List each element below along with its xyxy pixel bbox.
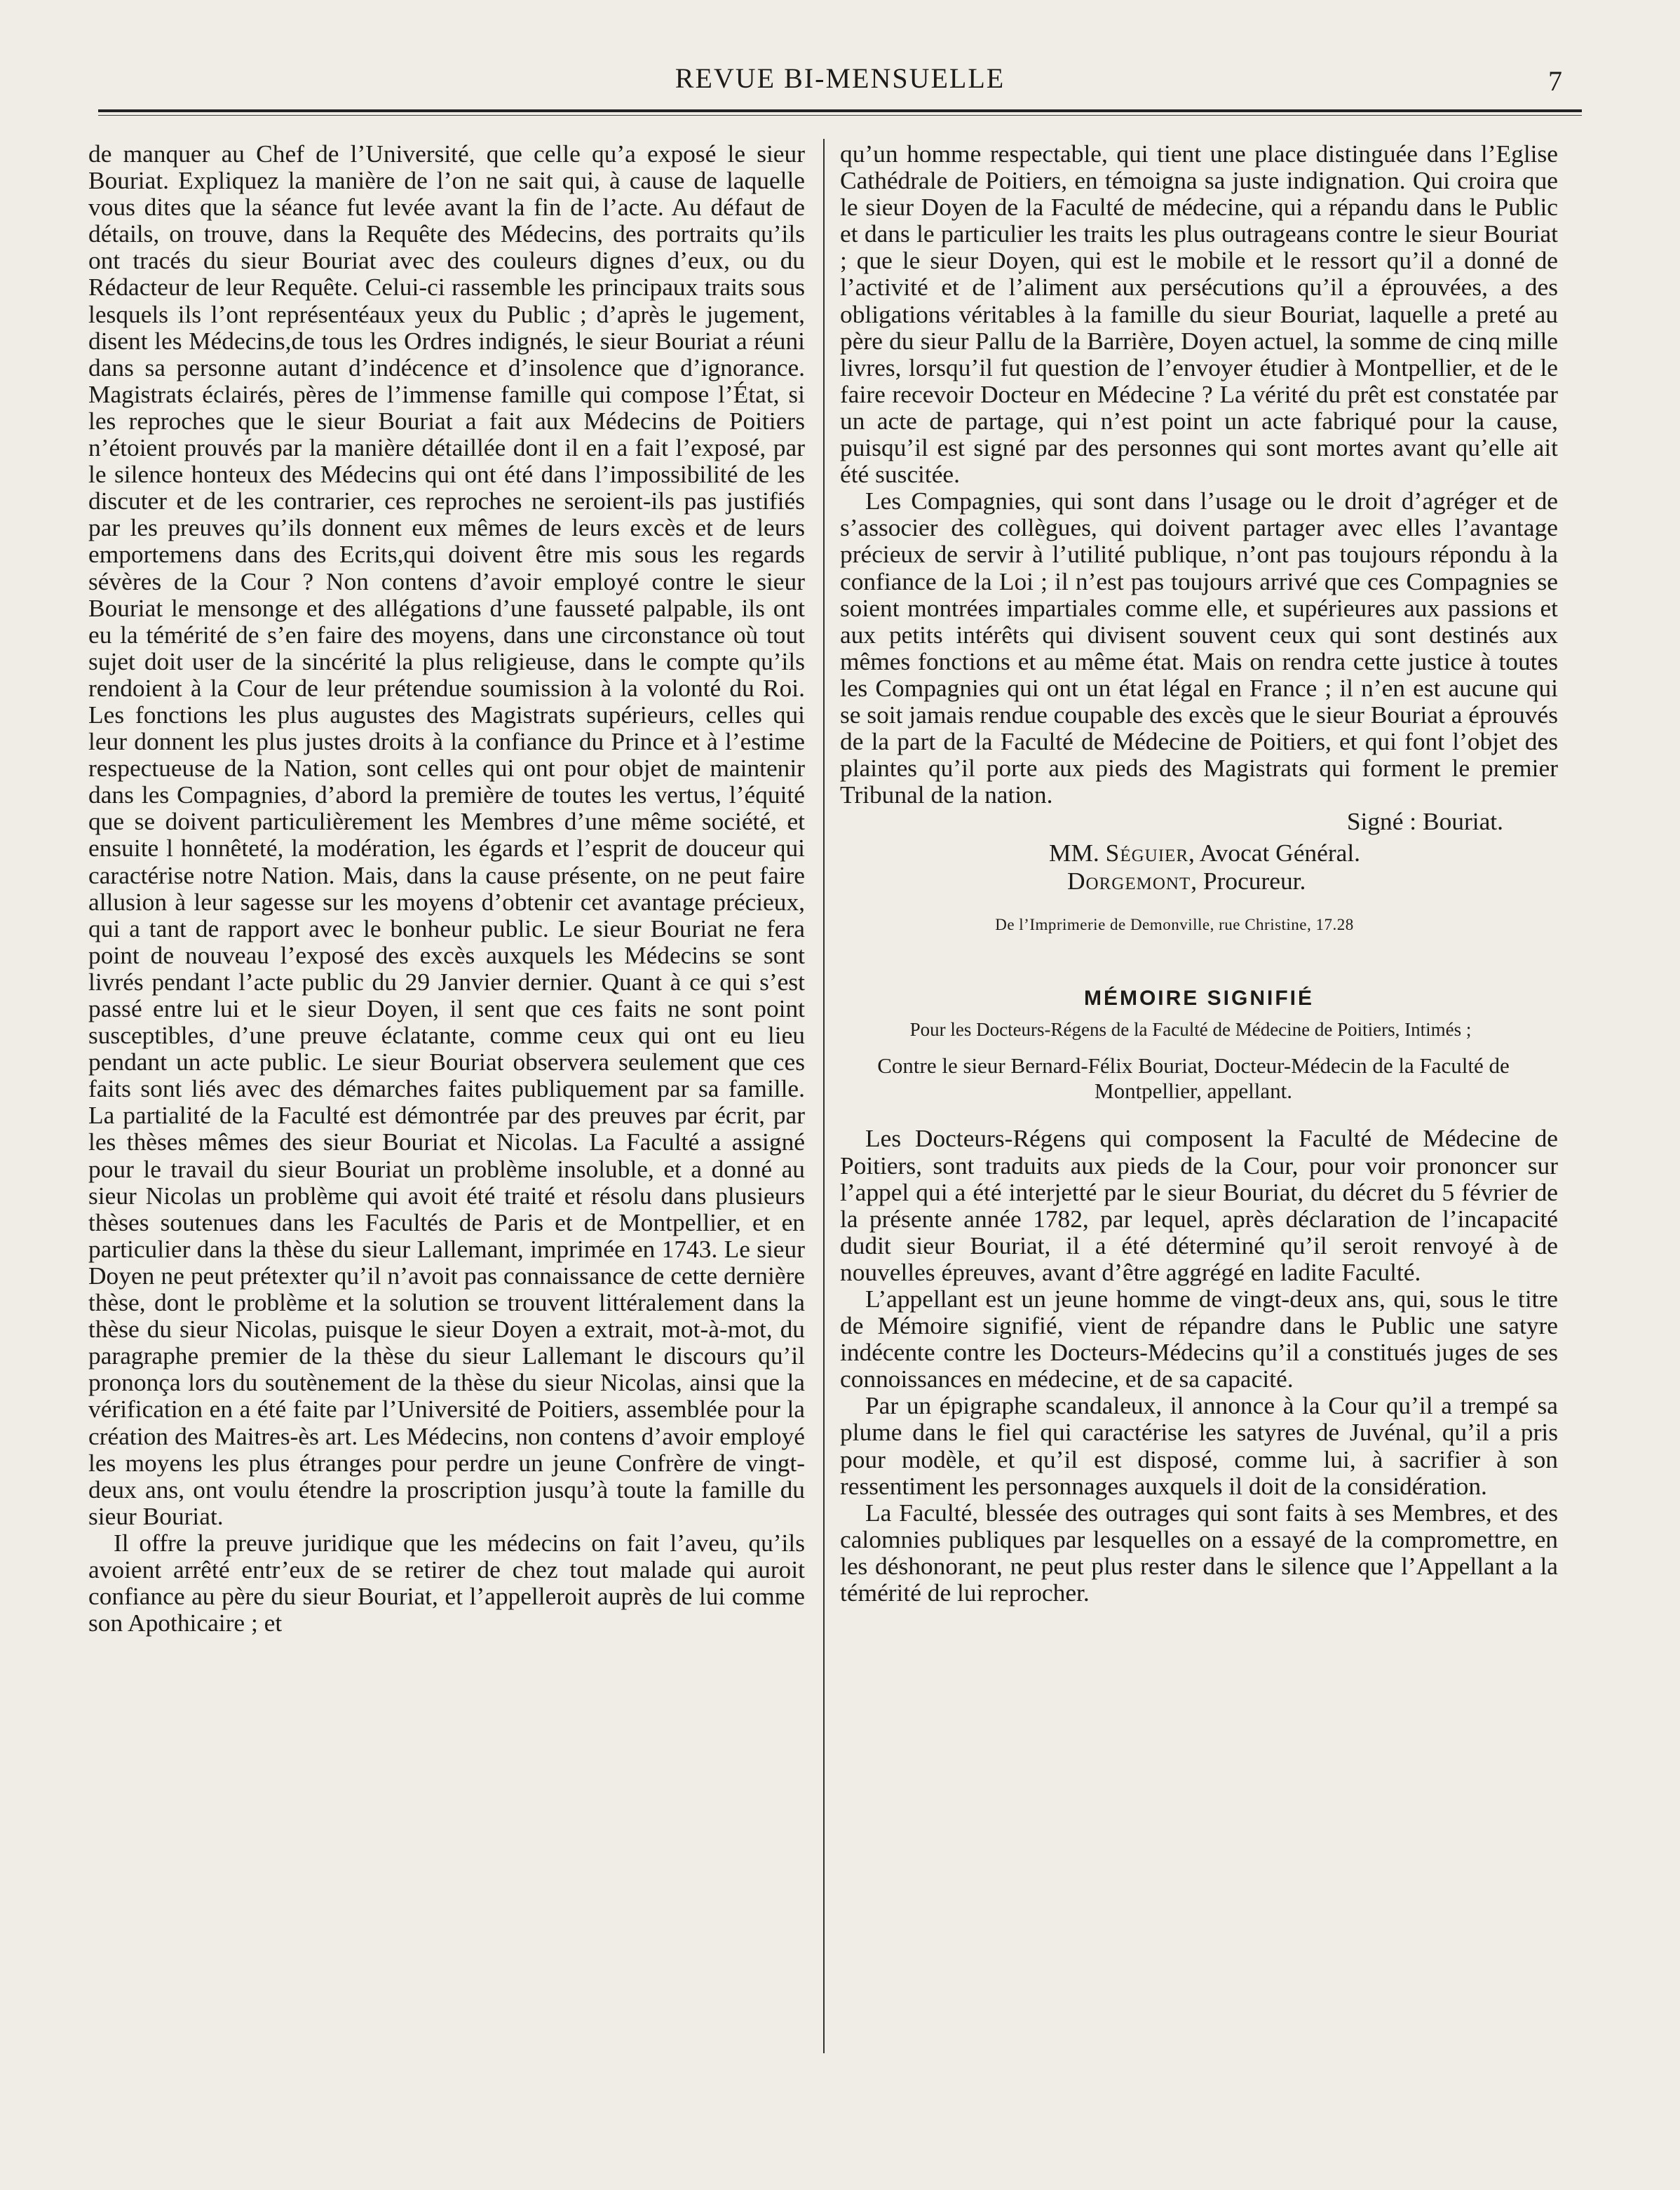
counsel-line-1	[1049, 839, 1558, 867]
signature-line: Signé : Bouriat.	[1346, 807, 1503, 836]
section-against-line: Contre le sieur Bernard-Félix Bouriat, Docteur-Médecin de la Faculté de Montpellier, appellant.	[877, 1053, 1510, 1104]
right-paragraph-5: Par un épigraphe scandaleux, il annonce à la Cour qu’il a trempé sa plume dans le fiel qui caractérise les satyres de Juvénal, qu’il a pris pour modèle, et qu’il est disposé, comme lui, à sacrifier à son ressentiment les personnages auxquels il doit de la considération.	[840, 1391, 1558, 1500]
right-paragraph-1: qu’un homme respectable, qui tient une place distinguée dans l’Eglise Cathédrale de Poitiers, en témoigna sa juste indignation. Qui croira que le sieur Doyen de la Faculté de médecine, qui a répandu dans le Public et dans le particulier les traits les plus outrageans contre le sieur Bouriat ; que le sieur Doyen, qui est le mobile et le ressort qu’il a donné de l’activité et de l’aliment aux persécutions qu’il a éprouvées, a des obligations véritables à la famille du sieur Bouriat, laquelle a preté au père du sieur Pallu de la Barrière, Doyen actuel, la somme de cinq mille livres, lorsqu’il fut question de l’envoyer étudier à Montpellier, et de le faire recevoir Docteur en Médecine ? La vérité du prêt est constatée par un acte de partage, qui n’est point un acte fabriqué pour la cause, puisqu’il est signé par des personnes qui sont mortes avant qu’elle ait été suscitée.	[840, 140, 1558, 489]
counsel-name-seguier: Séguier	[1105, 839, 1188, 867]
right-paragraph-6: La Faculté, blessée des outrages qui sont faits à ses Membres, et des calomnies publiques par lesquelles on a essayé de la compromettre, en les déshonorant, ne peut plus rester dans le silence que l’Appellant a la témérité de lui reprocher.	[840, 1498, 1558, 1607]
left-paragraph-1: de manquer au Chef de l’Université, que celle qu’a exposé le sieur Bouriat. Expliquez la manière de l’on ne sait qui, à cause de laquelle vous dites que la séance fut levée avant la fin de l’acte. Au défaut de détails, on trouve, dans la Requête des Médecins, des portraits qu’ils ont tracés du sieur Bouriat avec des couleurs dignes d’eux, ou du Rédacteur de leur Requête. Celui-ci rassemble les principaux traits sous lesquels ils l’ont représentéaux yeux du Public ; d’après le jugement, disent les Médecins,de tous les Ordres indignés, le sieur Bouriat a réuni dans sa personne autant d’indécence et d’insolence que d’ignorance. Magistrats éclairés, pères de l’immense famille qui compose l’État, si les reproches que le sieur Bouriat a fait aux Médecins de Poitiers n’étoient prouvés par la manière détaillée dont il en a fait l’exposé, par le silence honteux des Médecins qui ont été dans l’impossibilité de les discuter et de les contrarier, ces reproches ne seroient-ils pas justifiés par les preuves qu’ils donnent eux mêmes de leurs excès et de leurs emportemens dans des Ecrits,qui doivent être mis sous les regards sévères de la Cour ? Non contens d’avoir employé contre le sieur Bouriat le mensonge et des allégations d’une fausseté palpable, ils ont eu la témérité de s’en faire des moyens, dans une circonstance où tout sujet doit user de la sincérité la plus religieuse, dans le compte qu’ils rendoient à la Cour de leur prétendue soumission à la volonté du Roi. Les fonctions les plus augustes des Magistrats supérieurs, celles qui leur donnent les plus justes droits à la confiance du Prince et à l’estime respectueuse de la Nation, sont celles qui ont pour objet de maintenir dans les Compagnies, d’abord la première de toutes les vertus, l’équité que se doivent particulièrement les Membres d’une même société, et ensuite l honnêteté, la modération, les égards et l’esprit de douceur qui caractérise notre Nation. Mais, dans la cause présente, on ne peut faire allusion à leur sagesse sur les moyens d’obtenir cet avantage précieux, qui a tant de rapport avec le bonheur public. Le sieur Bouriat ne fera point de nouveau l’exposé des excès auxquels les Médecins se sont livrés pendant l’acte public du 29 Janvier dernier. Quant à ce qui s’est passé entre lui et le sieur Doyen, il sent que ces faits ne sont point susceptibles, d’une preuve éclatante, comme ceux qui ont eu lieu pendant un acte public. Le sieur Bouriat observera seulement que ces faits sont liés avec des démarches faites publiquement par sa famille. La partialité de la Faculté est démontrée par des preuves par écrit, par les thèses mêmes des sieur Bouriat et Nicolas. La Faculté a assigné pour le travail du sieur Bouriat un problème insoluble, et a donné au sieur Nicolas un problème qui avoit été traité et résolu dans plusieurs thèses soutenues dans les Facultés de Paris et de Montpellier, et en particulier dans la thèse du sieur Lallemant, imprimée en 1743. Le sieur Doyen ne peut prétexter qu’il n’avoit pas connaissance de cette dernière thèse, dont le problème et la solution se trouvent littéralement dans la thèse du sieur Nicolas, puisque le sieur Doyen a extrait, mot-à-mot, du paragraphe premier de la thèse du sieur Lallemant le discours qu’il prononça lors du soutènement de la thèse du sieur Nicolas, ainsi que la vérification en a été faite par l’Université de Poitiers, assemblée pour la création des Maitres-ès art. Les Médecins, non contens d’avoir employé les moyens les plus étranges pour perdre un jeune Confrère de vingt-deux ans, ont voulu étendre la proscription jusqu’à toute la famille du sieur Bouriat.	[88, 140, 805, 1530]
header-rule	[98, 109, 1582, 112]
counsel-name-dorgemont: Dorgemont	[1067, 867, 1191, 895]
header-rule-thin	[98, 115, 1582, 116]
right-paragraph-3: Les Docteurs-Régens qui composent la Faculté de Médecine de Poitiers, sont traduits aux pieds de la Cour, pour voir prononcer sur l’appel qui a été interjetté par le sieur Bouriat, du décret du 5 février de la présente année 1782, par lequel, après déclaration de l’incapacité dudit sieur Bouriat, il a été déterminé qu’il seroit renvoyé à de nouvelles épreuves, avant d’être aggrégé en ladite Faculté.	[840, 1124, 1558, 1286]
left-paragraph-2: Il offre la preuve juridique que les médecins on fait l’aveu, qu’ils avoient arrêté entr’eux de se retirer de chez tout malade qui auroit confiance au père du sieur Bouriat, et l’appelleroit auprès de lui comme son Apothicaire ; et	[88, 1528, 805, 1637]
counsel-line-2	[1049, 867, 1558, 895]
right-paragraph-2: Les Compagnies, qui sont dans l’usage ou le droit d’agréger et de s’associer des collègues, qui doivent partager avec elles l’avantage précieux de servir à l’utilité publique, n’ont pas toujours répondu à la confiance de la Loi ; il n’est pas toujours arrivé que ces Compagnies se soient montrées impartiales comme elle, et supérieures aux passions et aux petits intérêts qui divisent souvent ceux qui sont destinés aux mêmes fonctions et au même état. Mais on rendra cette justice à toutes les Compagnies qui ont un état légal en France ; il n’en est aucune qui se soit jamais rendue coupable des excès que le sieur Bouriat a éprouvés de la part de la Faculté de Médecine de Poitiers, et qui font l’objet des plaintes qu’il porte aux pieds des Magistrats qui forment le premier Tribunal de la nation.	[840, 487, 1559, 809]
left-column	[88, 140, 805, 1636]
column-divider	[823, 139, 825, 2053]
counsel-role-2: , Procureur.	[1191, 867, 1306, 895]
page-number: 7	[1548, 65, 1562, 97]
printer-imprint: De l’Imprimerie de Demonville, rue Christine, 17.28	[995, 916, 1354, 934]
section-for-line: Pour les Docteurs-Régens de la Faculté de Médecine de Poitiers, Intimés ;	[909, 1019, 1472, 1041]
counsel-role-1: , Avocat Général.	[1188, 839, 1361, 867]
section-title: MÉMOIRE SIGNIFIÉ	[1083, 987, 1315, 1010]
counsel-names	[1049, 839, 1558, 895]
running-title: REVUE BI-MENSUELLE	[675, 62, 1005, 94]
right-paragraph-4: L’appellant est un jeune homme de vingt-deux ans, qui, sous le titre de Mémoire signifié, vient de répandre dans le Public une satyre indécente contre les Docteurs-Médecins qu’il a constitués juges de ses connoissances en médecine, et de sa capacité.	[840, 1285, 1558, 1393]
running-head	[0, 62, 1680, 104]
counsel-prefix: MM.	[1049, 839, 1099, 867]
right-column	[840, 140, 1558, 1606]
